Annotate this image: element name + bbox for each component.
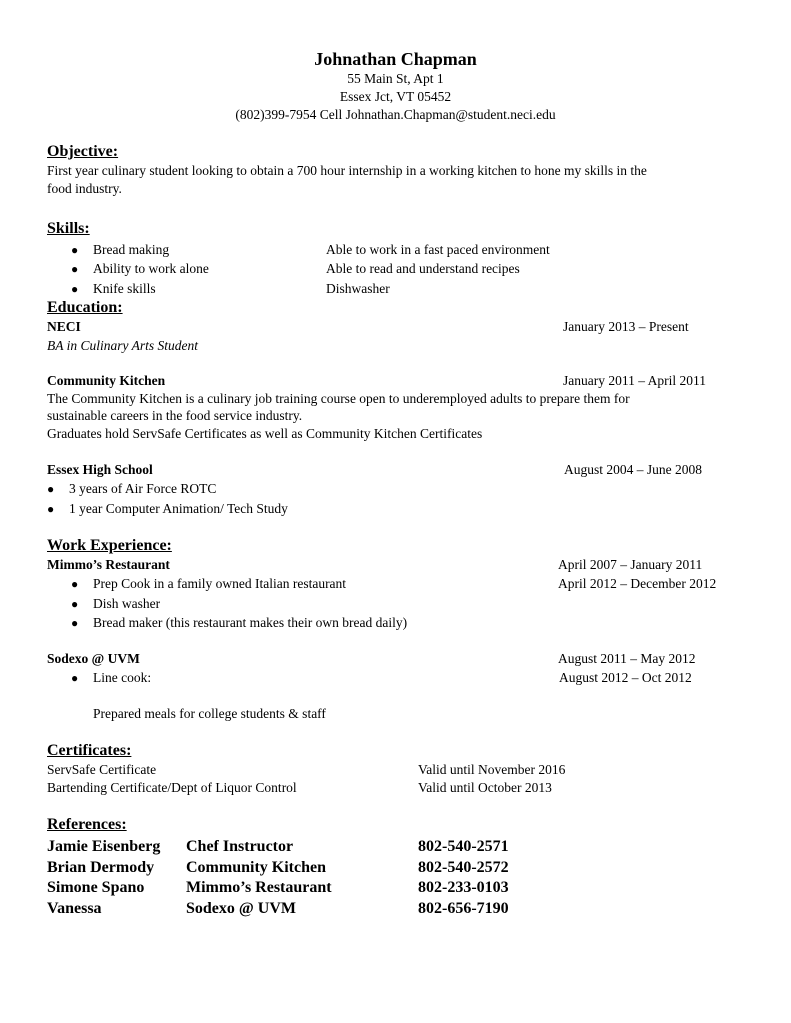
skills-heading: Skills: <box>47 220 90 237</box>
reference-phone: 802-540-2571 <box>418 838 509 855</box>
reference-role: Community Kitchen <box>186 859 326 876</box>
bullet-icon: ● <box>47 482 55 496</box>
skill-item: Able to work in a fast paced environment <box>326 242 550 257</box>
list-item: Line cook: <box>93 670 152 685</box>
reference-role: Chef Instructor <box>186 838 294 855</box>
reference-name: Brian Dermody <box>47 859 155 876</box>
reference-name: Vanessa <box>47 900 102 917</box>
objective-text-line-2: food industry. <box>47 181 122 196</box>
school-dates: August 2004 – June 2008 <box>564 462 702 477</box>
school-name: NECI <box>47 319 81 334</box>
certificate-validity: Valid until October 2013 <box>418 780 552 795</box>
skill-item: Able to read and understand recipes <box>326 261 520 276</box>
certificate-validity: Valid until November 2016 <box>418 762 566 777</box>
reference-name: Simone Spano <box>47 879 145 896</box>
reference-phone: 802-540-2572 <box>418 859 509 876</box>
contact-line: (802)399-7954 Cell Johnathan.Chapman@student.neci.edu <box>235 107 556 122</box>
bullet-icon: ● <box>71 577 79 591</box>
school-name: Essex High School <box>47 462 153 477</box>
school-dates: January 2011 – April 2011 <box>563 373 706 388</box>
references-heading: References: <box>47 816 127 833</box>
certificate-name: ServSafe Certificate <box>47 762 157 777</box>
employer-name: Sodexo @ UVM <box>47 651 140 666</box>
school-description: sustainable careers in the food service industry. <box>47 408 303 423</box>
work-experience-heading: Work Experience: <box>47 537 172 554</box>
reference-role: Sodexo @ UVM <box>186 900 296 917</box>
list-item: Bread maker (this restaurant makes their own bread daily) <box>93 615 408 630</box>
employment-dates: August 2011 – May 2012 <box>558 651 696 666</box>
education-heading: Education: <box>47 299 123 316</box>
bullet-icon: ● <box>71 262 79 276</box>
list-item: 1 year Computer Animation/ Tech Study <box>69 501 288 516</box>
bullet-icon: ● <box>71 671 79 685</box>
school-description: The Community Kitchen is a culinary job training course open to underemployed adults to prepare them for <box>47 391 630 406</box>
reference-role: Mimmo’s Restaurant <box>186 879 332 896</box>
reference-phone: 802-656-7190 <box>418 900 509 917</box>
job-detail: Prepared meals for college students & staff <box>93 706 326 721</box>
list-item: Prep Cook in a family owned Italian restaurant <box>93 576 347 591</box>
certificate-name: Bartending Certificate/Dept of Liquor Control <box>47 780 297 795</box>
skill-item: Ability to work alone <box>93 261 209 276</box>
employer-name: Mimmo’s Restaurant <box>47 557 170 572</box>
skill-item: Bread making <box>93 242 170 257</box>
bullet-icon: ● <box>47 502 55 516</box>
school-description: Graduates hold ServSafe Certificates as well as Community Kitchen Certificates <box>47 426 483 441</box>
address-line-1: 55 Main St, Apt 1 <box>347 71 444 86</box>
reference-name: Jamie Eisenberg <box>47 838 161 855</box>
address-line-2: Essex Jct, VT 05452 <box>339 89 452 104</box>
bullet-icon: ● <box>71 597 79 611</box>
degree: BA in Culinary Arts Student <box>47 338 199 353</box>
skill-item: Dishwasher <box>326 281 390 296</box>
certificates-heading: Certificates: <box>47 742 132 759</box>
list-item: Dish washer <box>93 596 161 611</box>
employment-dates: April 2012 – December 2012 <box>558 576 717 591</box>
list-item: 3 years of Air Force ROTC <box>69 481 217 496</box>
objective-heading: Objective: <box>47 143 119 160</box>
employment-dates: April 2007 – January 2011 <box>558 557 703 572</box>
school-name: Community Kitchen <box>47 373 166 388</box>
bullet-icon: ● <box>71 616 79 630</box>
objective-text-line-1: First year culinary student looking to obtain a 700 hour internship in a working kitchen to hone my skills in the <box>47 163 647 178</box>
resume-name: Johnathan Chapman <box>314 49 477 69</box>
skill-item: Knife skills <box>93 281 156 296</box>
bullet-icon: ● <box>71 243 79 257</box>
employment-dates: August 2012 – Oct 2012 <box>559 670 692 685</box>
reference-phone: 802-233-0103 <box>418 879 509 896</box>
bullet-icon: ● <box>71 282 79 296</box>
school-dates: January 2013 – Present <box>563 319 689 334</box>
